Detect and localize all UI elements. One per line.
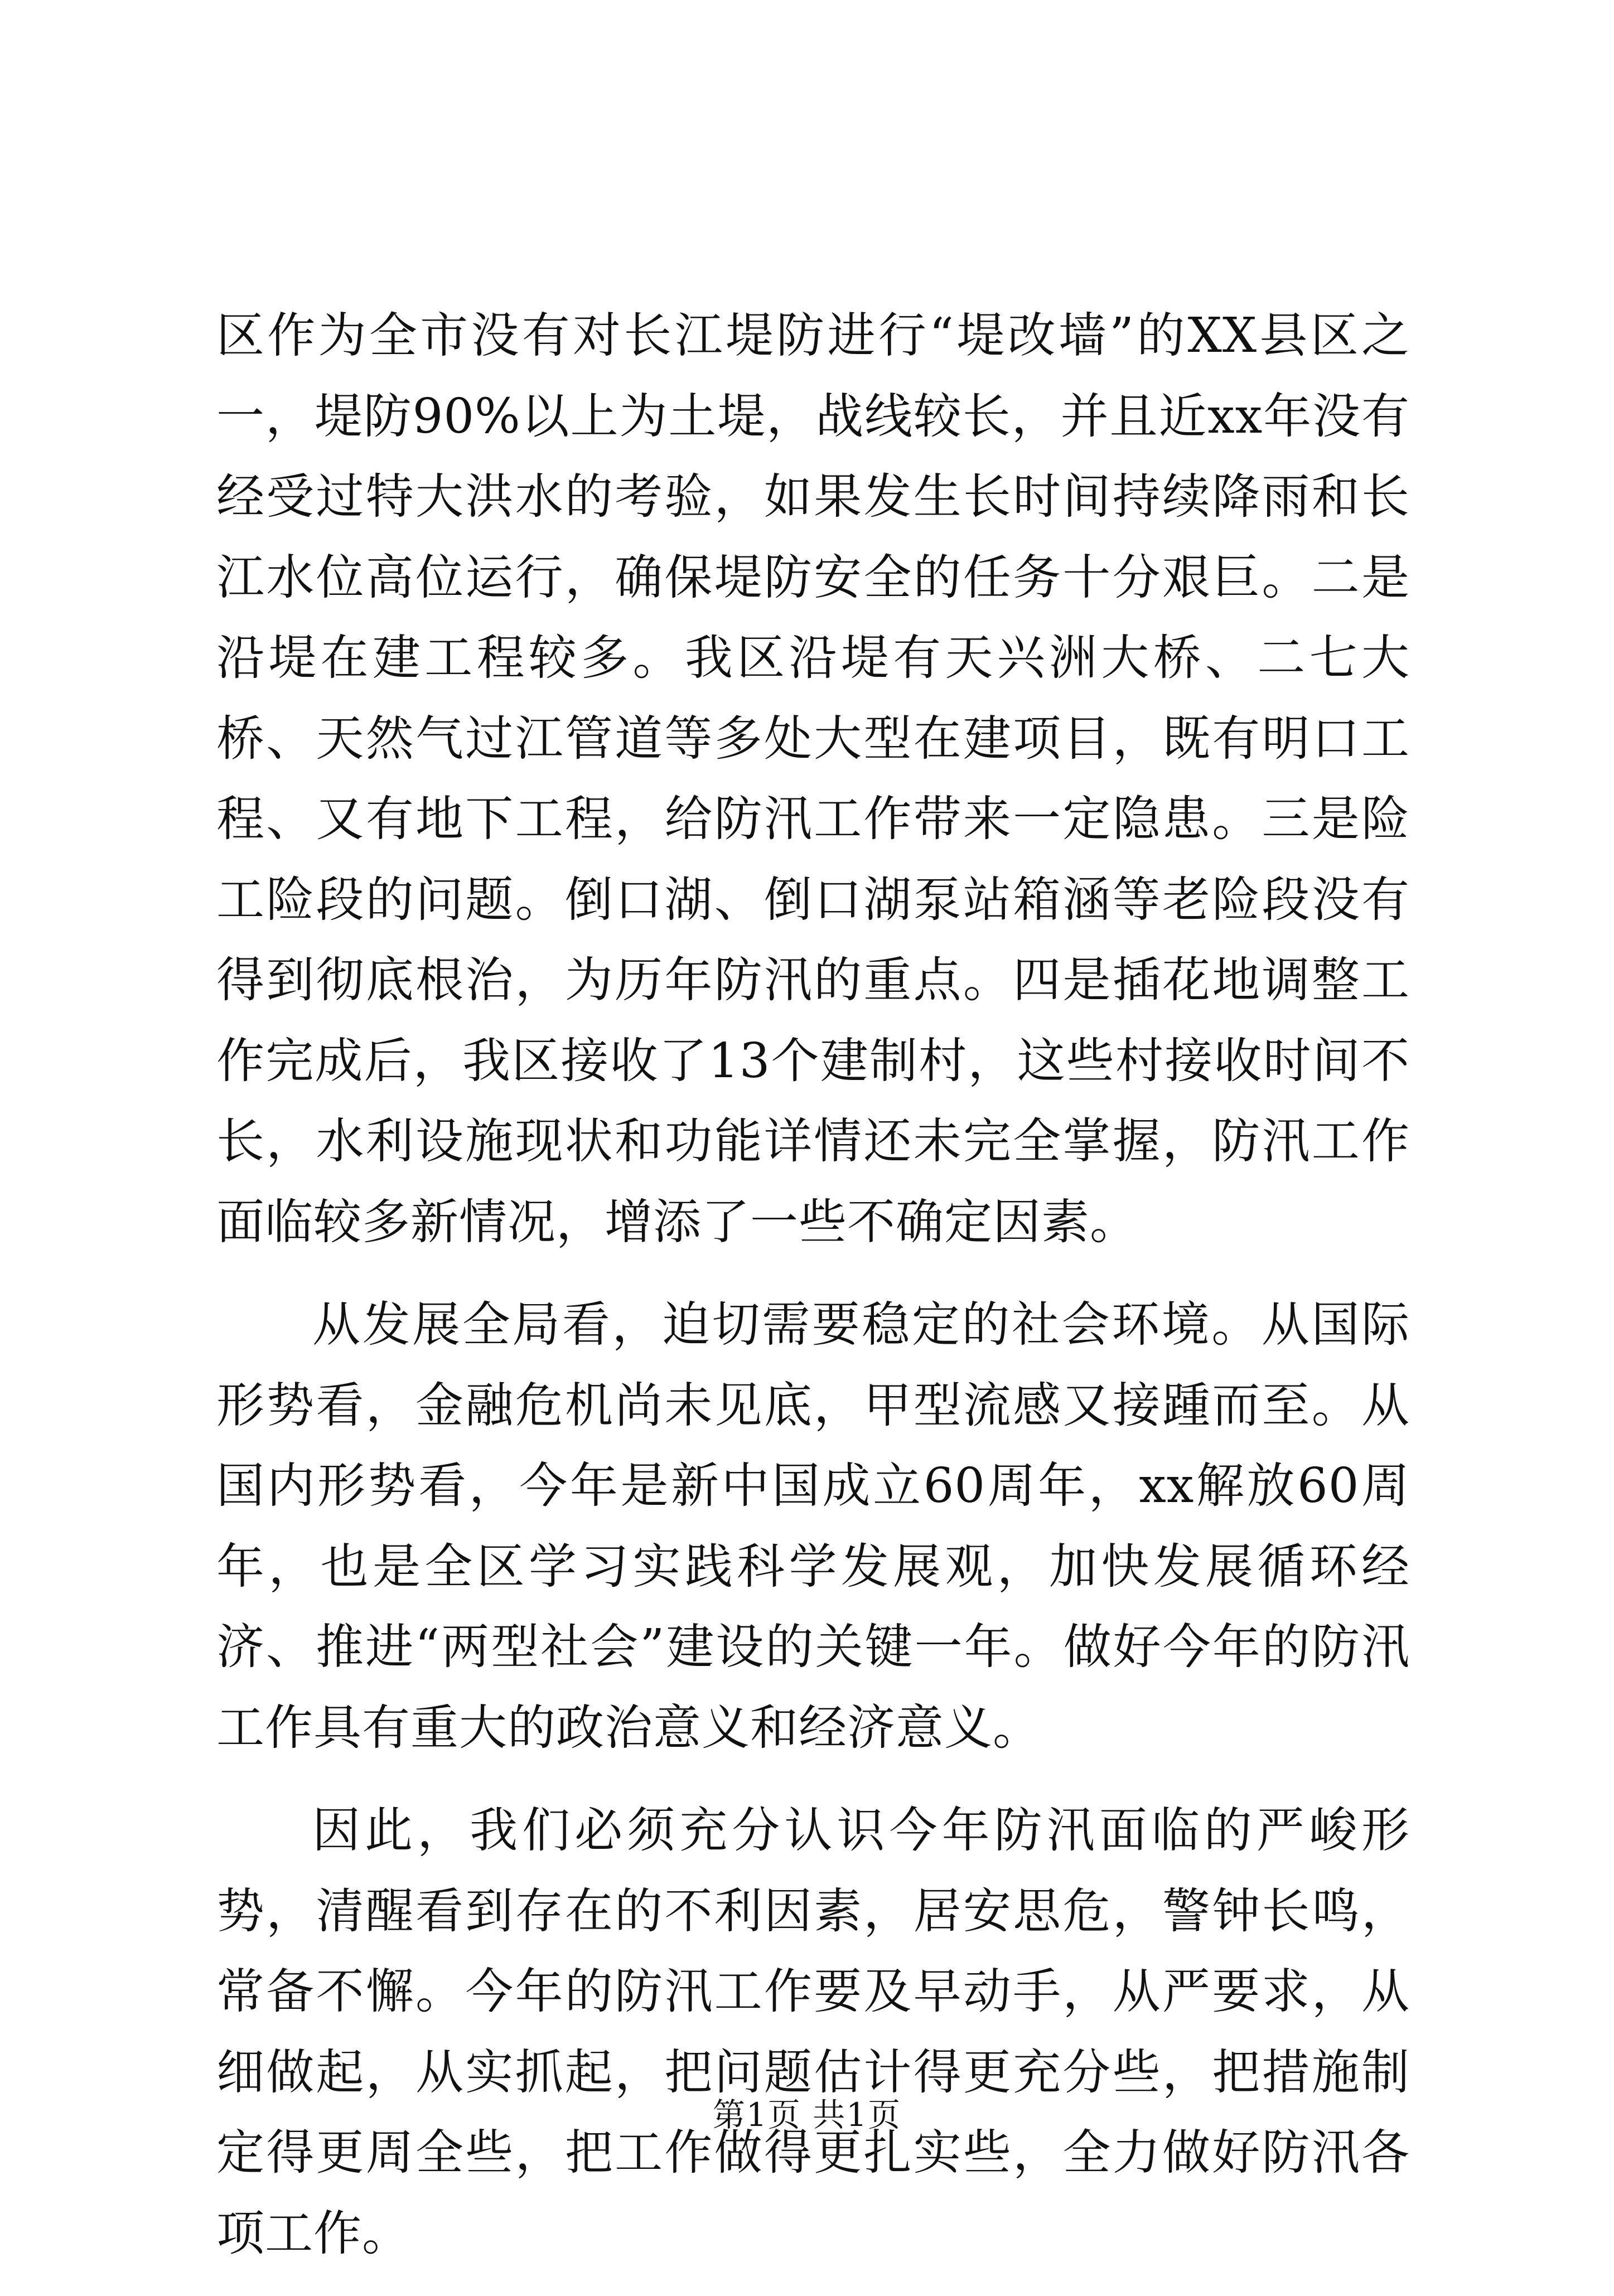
paragraph-1: 区作为全市没有对长江堤防进行“堤改墙”的XX县区之一，堤防90%以上为土堤，战线较长，并且近xx年没有经受过特大洪水的考验，如果发生长时间持续降雨和长江水位高位运行，确保堤防安全的任务十分艰巨。二是沿堤在建工程较多。我区沿堤有天兴洲大桥、二七大桥、天然气过江管道等多处大型在建项目，既有明口工程、又有地下工程，给防汛工作带来一定隐患。三是险工险段的问题。倒口湖、倒口湖泵站箱涵等老险段没有得到彻底根治，为历年防汛的重点。四是插花地调整工作完成后，我区接收了13个建制村，这些村接收时间不长，水利设施现状和功能详情还未完全掌握，防汛工作面临较多新情况，增添了一些不确定因素。	[216, 308, 1410, 1250]
page-footer: 第1页 共1页	[712, 2096, 902, 2134]
paragraph-3: 因此，我们必须充分认识今年防汛面临的严峻形势，清醒看到存在的不利因素，居安思危，警钟长鸣，常备不懈。今年的防汛工作要及早动手，从严要求，从细做起，从实抓起，把问题估计得更充分些，把措施制定得更周全些，把工作做得更扎实些，全力做好防汛各项工作。	[216, 1803, 1410, 2261]
document-body	[216, 296, 1410, 2296]
paragraph-2: 从发展全局看，迫切需要稳定的社会环境。从国际形势看，金融危机尚未见底，甲型流感又接踵而至。从国内形势看，今年是新中国成立60周年，xx解放60周年，也是全区学习实践科学发展观，加快发展循环经济、推进“两型社会”建设的关键一年。做好今年的防汛工作具有重大的政治意义和经济意义。	[216, 1297, 1410, 1756]
